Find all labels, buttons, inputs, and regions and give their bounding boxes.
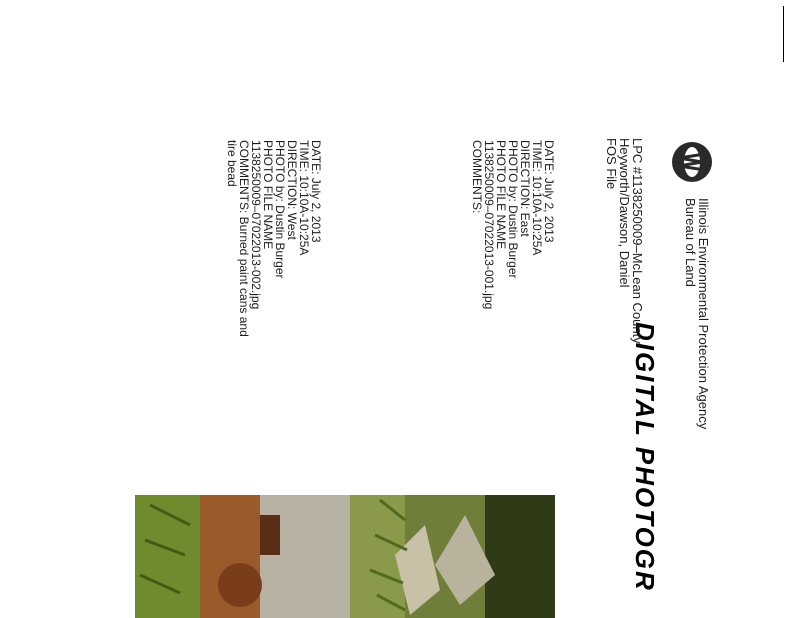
photo-2-details bbox=[226, 140, 322, 337]
photo-by: PHOTO by: Dustin Burger bbox=[506, 140, 520, 279]
lpc-line: LPC #1138250009–McLean County bbox=[630, 138, 645, 344]
site-photo-1 bbox=[350, 495, 555, 618]
site-name-line: Heyworth/Dawson, Daniel bbox=[617, 138, 632, 288]
illinois-epa-logo-icon bbox=[670, 140, 714, 184]
agency-name: Illinois Environmental Protection Agency bbox=[696, 198, 711, 430]
photo-date: DATE: July 2, 2013 bbox=[309, 140, 323, 243]
photo-comments-cont: tire bead bbox=[225, 140, 239, 187]
photo-comments: COMMENTS: Burned paint cans and bbox=[237, 140, 251, 337]
photo-file-name: 1138250009–07022013-001.jpg bbox=[482, 140, 496, 310]
photo-file-name: 1138250009–07022013-002.jpg bbox=[249, 140, 263, 310]
photo-file-label: PHOTO FILE NAME bbox=[261, 140, 275, 250]
photo-date: DATE: July 2, 2013 bbox=[542, 140, 556, 243]
document-title: DIGITAL PHOTOGR bbox=[630, 322, 660, 592]
site-photo-2 bbox=[135, 495, 350, 618]
file-line: FOS File bbox=[604, 138, 619, 190]
photo-direction: DIRECTION: West bbox=[285, 140, 299, 240]
photo-direction: DIRECTION: East bbox=[518, 140, 532, 237]
site-header bbox=[605, 138, 644, 344]
photo-by: PHOTO by: Dustin Burger bbox=[273, 140, 287, 279]
photo-time: TIME: 10:10A-10:25A bbox=[530, 140, 544, 256]
agency-header bbox=[684, 198, 710, 429]
photo-time: TIME: 10:10A-10:25A bbox=[297, 140, 311, 256]
agency-bureau: Bureau of Land bbox=[683, 198, 698, 287]
photo-comments: COMMENTS: bbox=[470, 140, 484, 214]
photo-1-details bbox=[471, 140, 555, 309]
photo-file-label: PHOTO FILE NAME bbox=[494, 140, 508, 250]
